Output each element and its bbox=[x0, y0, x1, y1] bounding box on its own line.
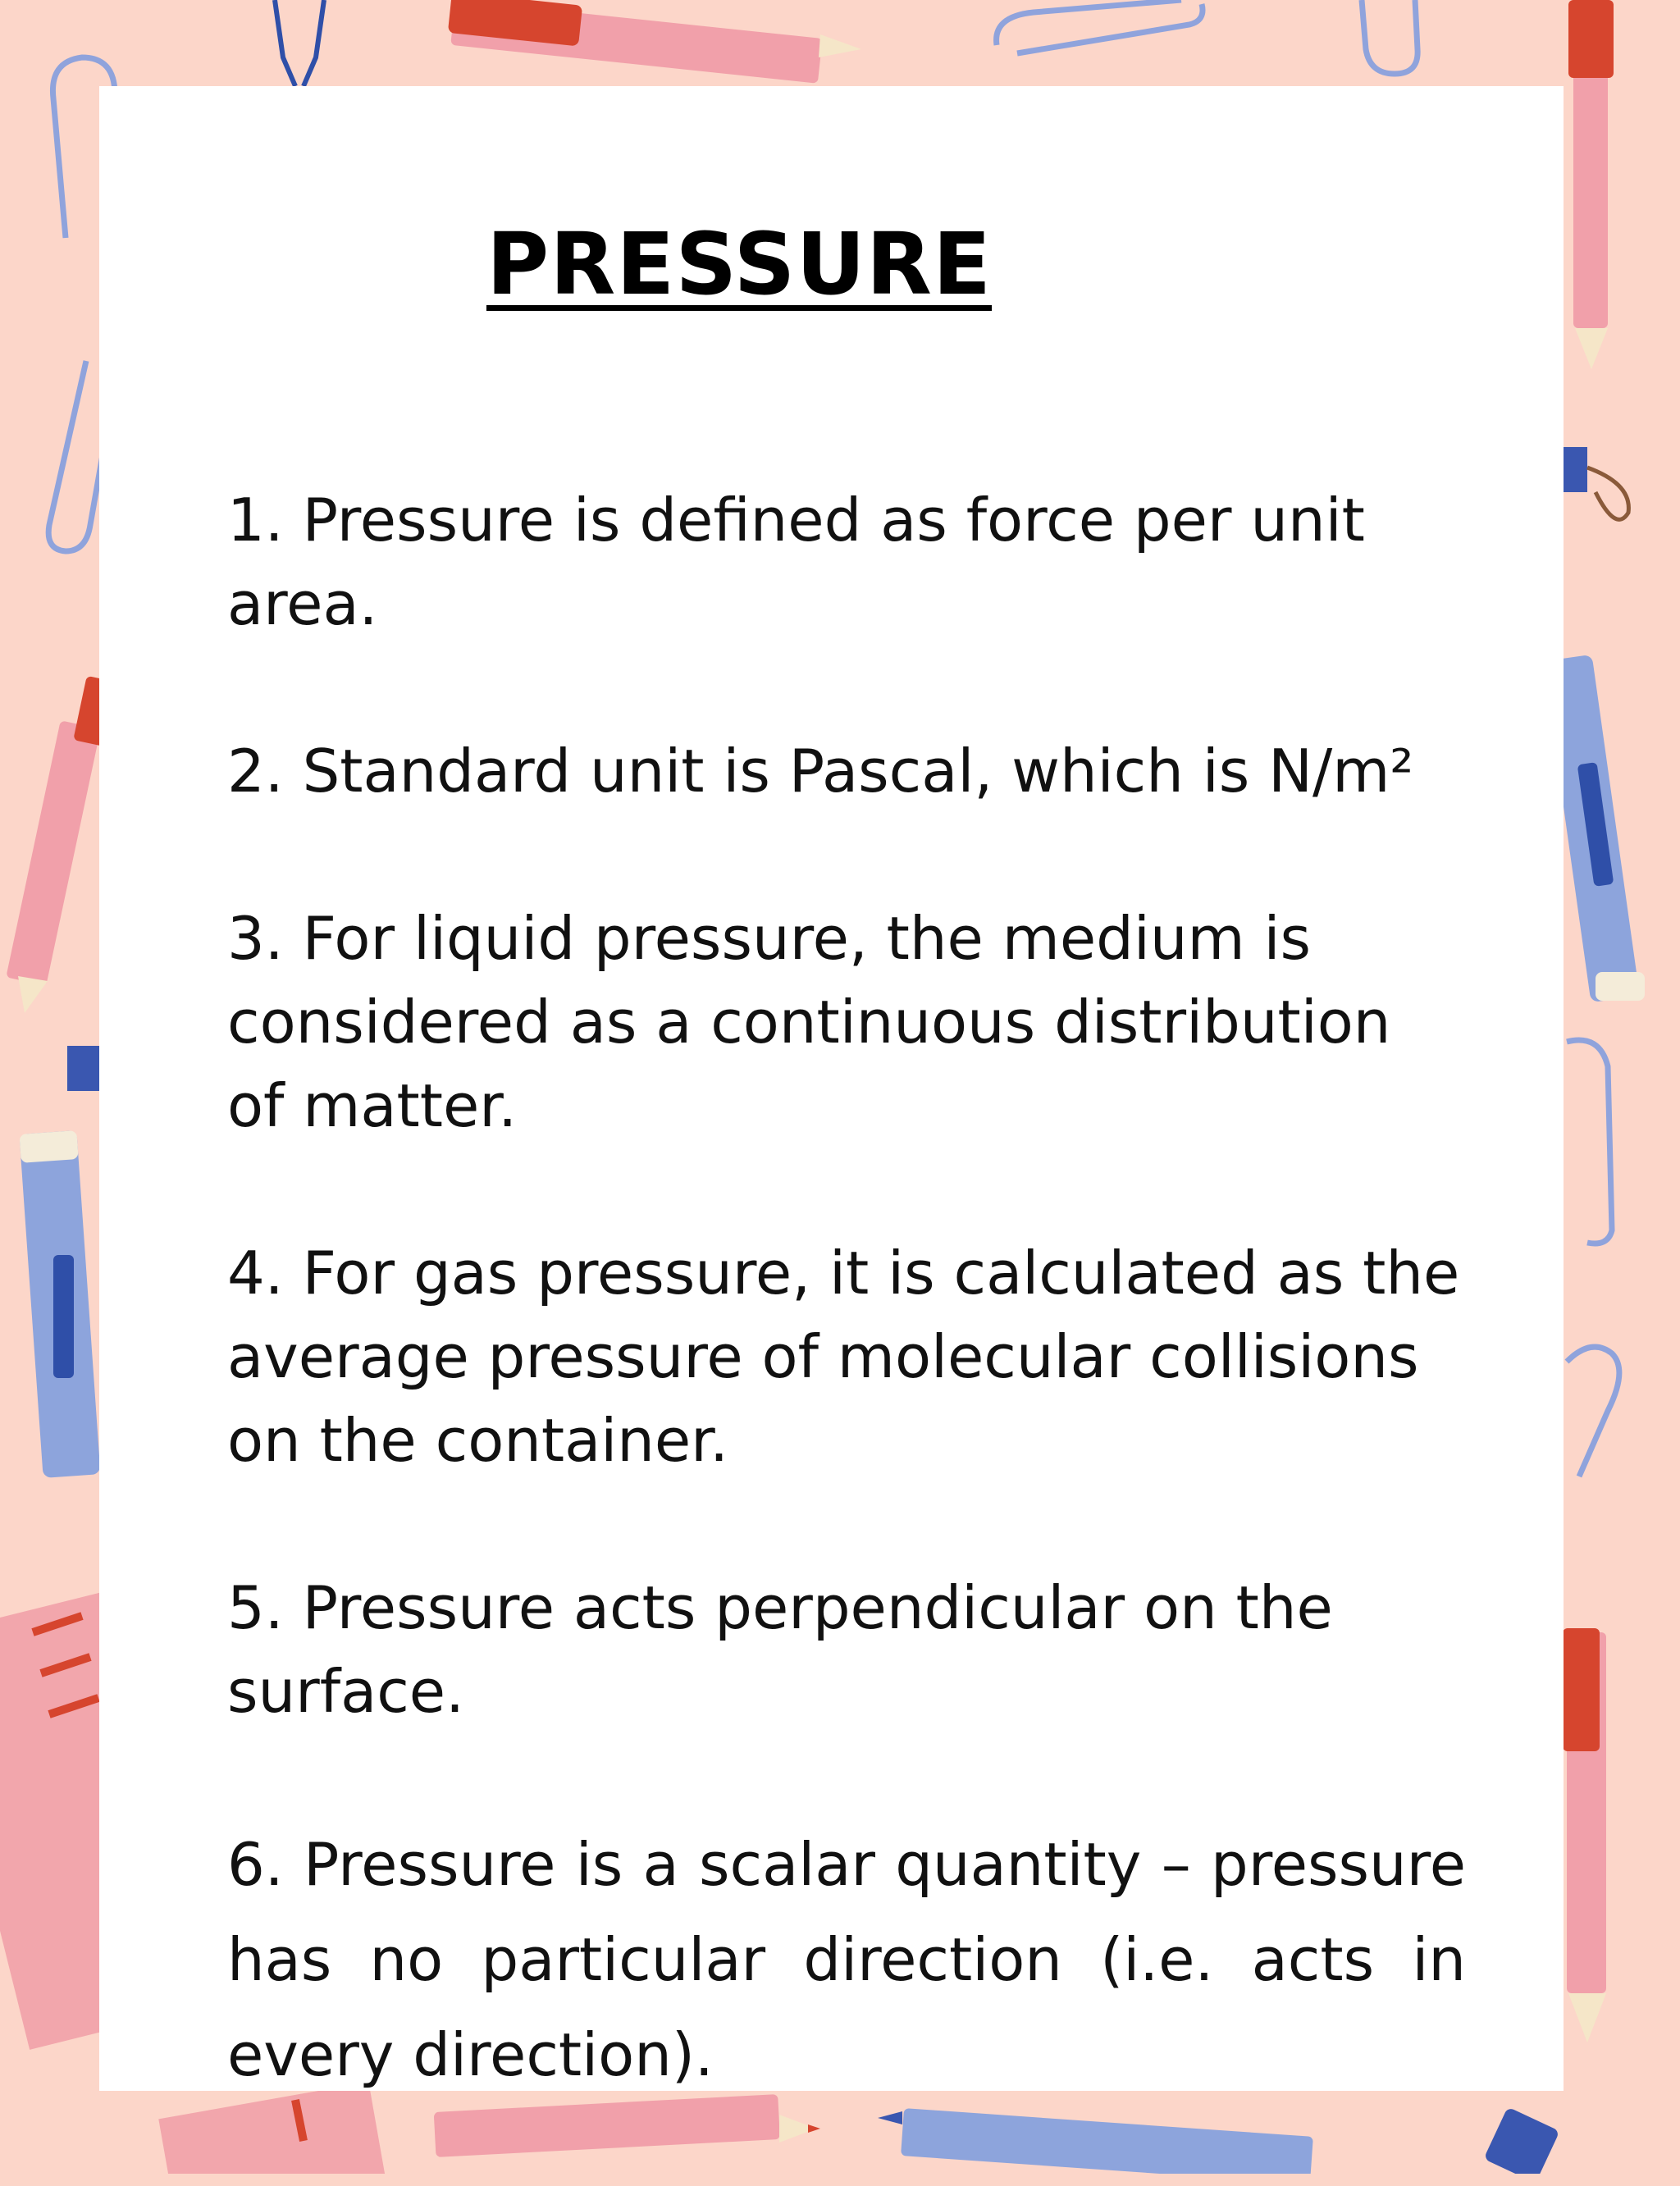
binder-clip-icon bbox=[1483, 2106, 1559, 2174]
binder-clip-icon bbox=[275, 0, 324, 86]
list-item: 1. Pressure is defined as force per unit area. bbox=[227, 486, 1365, 638]
marker-icon bbox=[19, 1130, 100, 1478]
binder-clip-icon bbox=[67, 1046, 100, 1091]
paperclip-icon bbox=[997, 0, 1418, 74]
binder-clip-icon bbox=[1563, 447, 1628, 519]
list-item: 6. Pressure is a scalar quantity – pressure has no particular direction (i.e. acts in every direction). bbox=[227, 1830, 1466, 2089]
document-title: PRESSURE bbox=[486, 214, 993, 314]
pencil-icon bbox=[1563, 1628, 1606, 2042]
content-card bbox=[99, 86, 1564, 2091]
pencil-icon bbox=[448, 0, 861, 84]
list-item: 3. For liquid pressure, the medium is considered as a continuous distribution of matter. bbox=[227, 904, 1391, 1140]
pressure-facts-list bbox=[227, 478, 1466, 2186]
pencil-icon bbox=[1568, 0, 1614, 369]
paperclip-icon bbox=[1567, 1040, 1619, 1476]
list-item: 2. Standard unit is Pascal, which is N/m² bbox=[227, 737, 1414, 805]
list-item: 5. Pressure acts perpendicular on the surface. bbox=[227, 1573, 1333, 1726]
list-item: 4. For gas pressure, it is calculated as the average pressure of molecular collisions on the container. bbox=[227, 1239, 1460, 1475]
